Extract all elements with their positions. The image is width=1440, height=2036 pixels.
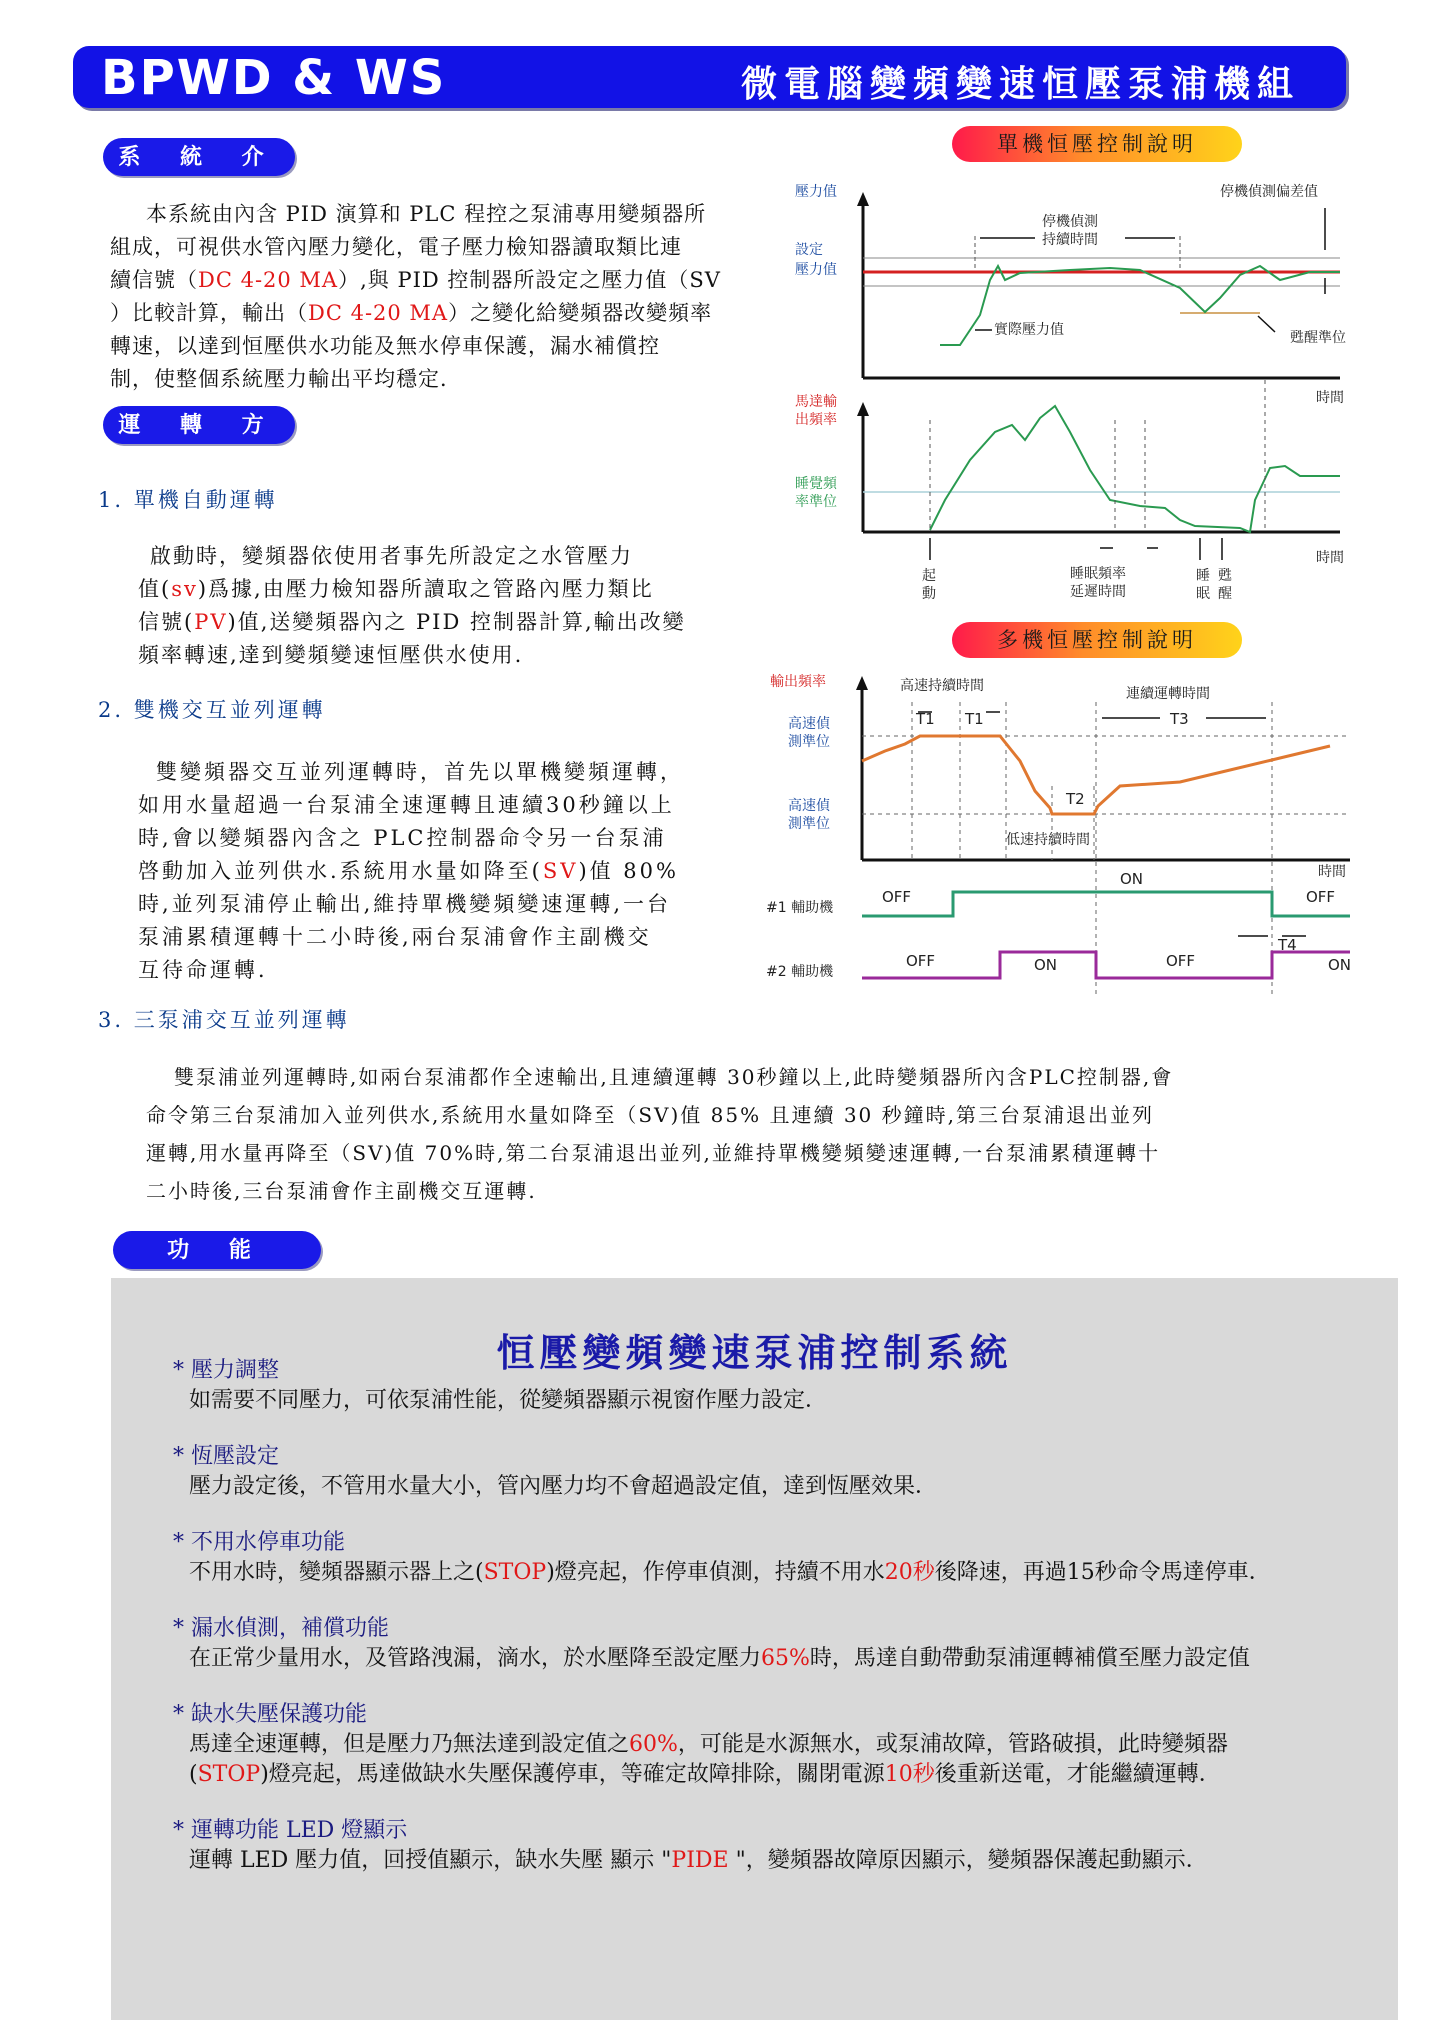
text-span: 信號( bbox=[138, 610, 195, 634]
diagram-label: 壓力值 bbox=[795, 262, 837, 278]
feature-desc: 壓力設定後，不管用水量大小，管內壓力均不會超過設定值，達到恆壓效果． bbox=[189, 1474, 938, 1499]
feature-desc bbox=[173, 1760, 1393, 1790]
intro-line: 本系統由內含 PID 演算和 PLC 程控之泵浦專用變頻器所 bbox=[146, 202, 707, 226]
diagram-label: 高速偵 bbox=[788, 798, 830, 814]
op2-line bbox=[138, 855, 758, 888]
highlight-span: DC 4-20 MA bbox=[198, 268, 339, 292]
text-span: )燈亮起，馬達做缺水失壓保護停車，等確定故障排除，關閉電源 bbox=[260, 1762, 885, 1787]
op1-line bbox=[138, 606, 748, 639]
op2-line: 泵浦累積運轉十二小時後,兩台泵浦會作主副機交 bbox=[138, 925, 652, 949]
intro-line bbox=[110, 264, 760, 297]
diagram-label: 測準位 bbox=[788, 816, 830, 832]
op2-title: 2. 雙機交互並列運轉 bbox=[98, 698, 326, 722]
product-title: 微電腦變頻變速恒壓泵浦機組 bbox=[740, 63, 1300, 105]
diagram-label: 輸出頻率 bbox=[770, 674, 826, 690]
diagram-label: 馬達輸 bbox=[795, 394, 837, 410]
diagram-label: 時間 bbox=[1316, 550, 1344, 566]
highlight-span: sv bbox=[171, 577, 198, 601]
text-span: "，變頻器故障原因顯示，變頻器保護起動顯示． bbox=[728, 1848, 1208, 1873]
feature-heading: * 恆壓設定 bbox=[173, 1444, 279, 1469]
text-span: )值 80% bbox=[578, 859, 679, 883]
diagram-label: 持續時間 bbox=[1042, 232, 1098, 248]
op3-line: 雙泵浦並列運轉時,如兩台泵浦都作全速輸出,且連續運轉 30秒鐘以上,此時變頻器所內含PLC控制器,會 bbox=[174, 1065, 1174, 1089]
highlight-span: STOP bbox=[483, 1560, 547, 1585]
text-span: 在正常少量用水，及管路洩漏，滴水，於水壓降至設定壓力 bbox=[189, 1646, 762, 1671]
diagram-label: T3 bbox=[1170, 710, 1189, 728]
text-span: 時，馬達自動帶動泵浦運轉補償至壓力設定值 bbox=[809, 1646, 1250, 1671]
text-span: 不用水時，變頻器顯示器上之( bbox=[189, 1560, 484, 1585]
diagram-label: 動 bbox=[922, 586, 936, 602]
highlight-span: PIDE bbox=[671, 1848, 729, 1873]
diagram-label: OFF bbox=[882, 888, 912, 906]
op2-line: 雙變頻器交互並列運轉時，首先以單機變頻運轉， bbox=[156, 760, 684, 784]
feature-list bbox=[173, 1356, 1393, 1876]
feature-desc bbox=[173, 1558, 1393, 1588]
diagram-label: 睡覺頻 bbox=[795, 476, 837, 492]
arrow-icon bbox=[857, 402, 869, 416]
diagram-label: 停機偵測 bbox=[1042, 214, 1098, 230]
highlight-span: SV bbox=[542, 859, 579, 883]
diagram-label: OFF bbox=[1166, 952, 1196, 970]
op1-line: 啟動時，變頻器依使用者事先所設定之水管壓力 bbox=[150, 544, 633, 568]
diagram1-title: 單機恒壓控制說明 bbox=[952, 126, 1242, 162]
op1-text bbox=[138, 540, 748, 672]
op3-line: 命令第三台泵浦加入並列供水,系統用水量如降至（SV)值 85% 且連續 30 秒鐘時,第三台泵浦退出並列 bbox=[146, 1103, 1154, 1127]
text-span: ）,與 PID 控制器所設定之壓力值（SV bbox=[338, 268, 721, 292]
text-span: )爲據,由壓力檢知器所讀取之管路內壓力類比 bbox=[197, 577, 654, 601]
diagram-label: 低速持續時間 bbox=[1006, 832, 1090, 848]
diagram-label: 設定 bbox=[795, 242, 823, 258]
diagram-label: 睡 bbox=[1196, 568, 1210, 584]
section-heading-operation: 運 轉 方 式 bbox=[103, 406, 295, 444]
highlight-span: 10秒 bbox=[884, 1762, 935, 1787]
diagram-label: 睡眠頻率 bbox=[1070, 566, 1126, 582]
highlight-span: DC 4-20 MA bbox=[308, 301, 449, 325]
op3-line: 二小時後,三台泵浦會作主副機交互運轉. bbox=[146, 1179, 537, 1203]
intro-text bbox=[110, 198, 760, 396]
diagram-label: 甦醒準位 bbox=[1290, 330, 1346, 346]
diagram-label: 連續運轉時間 bbox=[1126, 686, 1210, 702]
diagram-label: 高速偵 bbox=[788, 716, 830, 732]
text-span: 續信號（ bbox=[110, 268, 198, 292]
diagram-label: 出頻率 bbox=[795, 412, 837, 428]
intro-line: 組成，可視供水管內壓力變化，電子壓力檢知器讀取類比連 bbox=[110, 235, 682, 259]
diagram-label: T1 bbox=[916, 710, 935, 728]
op1-line bbox=[138, 573, 748, 606]
frequency-curve bbox=[930, 406, 1340, 532]
diagram-label: ON bbox=[1328, 956, 1352, 974]
diagram-label: T2 bbox=[1066, 790, 1085, 808]
text-span: 馬達全速運轉，但是壓力乃無法達到設定值之 bbox=[189, 1732, 630, 1757]
text-span: ）之變化給變頻器改變頻率 bbox=[448, 301, 713, 325]
diagram-label: 延遲時間 bbox=[1070, 584, 1126, 600]
diagram-label: T4 bbox=[1278, 936, 1297, 954]
diagram-label: #1 輔助機 bbox=[766, 900, 834, 916]
highlight-span: 65% bbox=[761, 1646, 810, 1671]
highlight-span: PV bbox=[194, 610, 228, 634]
highlight-span: 60% bbox=[629, 1732, 678, 1757]
diagram-label: 眠 bbox=[1196, 586, 1210, 602]
diagram-label: 時間 bbox=[1316, 390, 1344, 406]
op2-line: 時,並列泵浦停止輸出,維持單機變頻變速運轉,一台 bbox=[138, 892, 672, 916]
intro-line: 制，使整個系統壓力輸出平均穩定． bbox=[110, 367, 462, 391]
feature-heading: * 漏水偵測，補償功能 bbox=[173, 1616, 389, 1641]
header-banner bbox=[73, 46, 1346, 108]
text-span: 運轉 LED 壓力值，回授值顯示，缺水失壓 顯示 " bbox=[189, 1848, 672, 1873]
highlight-span: STOP bbox=[197, 1762, 261, 1787]
text-span: 後降速，再過15秒命令馬達停車． bbox=[934, 1560, 1271, 1585]
arrow-icon bbox=[857, 192, 869, 206]
feature-desc: 如需要不同壓力，可依泵浦性能，從變頻器顯示視窗作壓力設定． bbox=[189, 1388, 828, 1413]
op3-text bbox=[146, 1058, 1376, 1210]
op2-line: 如用水量超過一台泵浦全速運轉且連續30秒鐘以上 bbox=[138, 793, 675, 817]
op3-line: 運轉,用水量再降至（SV)值 70%時,第二台泵浦退出並列,並維持單機變頻變速運轉,一台泵浦累積運轉十 bbox=[146, 1141, 1161, 1165]
diagram-label: OFF bbox=[906, 952, 936, 970]
op3-title: 3. 三泵浦交互並列運轉 bbox=[98, 1008, 350, 1032]
brand-name: BPWD & WS bbox=[101, 50, 447, 106]
intro-line: 轉速，以達到恒壓供水功能及無水停車保護，漏水補償控 bbox=[110, 334, 660, 358]
text-span: 啓動加入並列供水.系統用水量如降至( bbox=[138, 859, 543, 883]
diagram-label: ON bbox=[1120, 870, 1144, 888]
features-title: 恒壓變頻變速泵浦控制系統 bbox=[496, 1330, 1013, 1375]
text-span: 後重新送電，才能繼續運轉． bbox=[934, 1762, 1221, 1787]
text-span: 值( bbox=[138, 577, 172, 601]
aux2-signal bbox=[862, 952, 1350, 978]
diagram-label: 測準位 bbox=[788, 734, 830, 750]
diagram-label: 甦 bbox=[1218, 568, 1232, 584]
diagram-label: 高速持續時間 bbox=[900, 678, 984, 694]
op1-line: 頻率轉速,達到變頻變速恒壓供水使用. bbox=[138, 643, 524, 667]
diagram-label: OFF bbox=[1306, 888, 1336, 906]
single-unit-diagram bbox=[780, 170, 1380, 620]
feature-heading: * 壓力調整 bbox=[173, 1358, 279, 1383]
feature-heading: * 運轉功能 LED 燈顯示 bbox=[173, 1818, 408, 1843]
feature-desc bbox=[173, 1644, 1393, 1674]
arrow-icon bbox=[856, 676, 868, 690]
text-span: )燈亮起，作停車偵測，持續不用水 bbox=[546, 1560, 885, 1585]
op2-text bbox=[138, 756, 758, 987]
text-span: )值,送變頻器內之 PID 控制器計算,輸出改變 bbox=[227, 610, 686, 634]
feature-desc bbox=[173, 1730, 1393, 1760]
feature-heading: * 不用水停車功能 bbox=[173, 1530, 345, 1555]
features-panel bbox=[111, 1278, 1398, 2020]
diagram-label: 起 bbox=[922, 568, 936, 584]
diagram-label: 壓力值 bbox=[795, 184, 837, 200]
section-heading-intro: 系 統 介 紹 bbox=[103, 138, 295, 176]
feature-desc bbox=[173, 1846, 1393, 1876]
op2-line: 時,會以變頻器內含之 PLC控制器命令另一台泵浦 bbox=[138, 826, 667, 850]
intro-line bbox=[110, 297, 760, 330]
diagram2-title: 多機恒壓控制說明 bbox=[952, 622, 1242, 658]
multi-unit-diagram bbox=[760, 666, 1380, 1006]
text-span: ，可能是水源無水，或泵浦故障，管路破損，此時變頻器 bbox=[677, 1732, 1228, 1757]
diagram-label: T1 bbox=[965, 710, 984, 728]
diagram-label: #2 輔助機 bbox=[766, 964, 834, 980]
diagram-label: 率準位 bbox=[795, 494, 837, 510]
feature-heading: * 缺水失壓保護功能 bbox=[173, 1702, 367, 1727]
text-span: ）比較計算，輸出（ bbox=[110, 301, 308, 325]
op2-line: 互待命運轉． bbox=[138, 958, 282, 982]
diagram-label: 停機偵測偏差值 bbox=[1220, 184, 1318, 200]
diagram-label: 醒 bbox=[1218, 586, 1232, 602]
text-span: ( bbox=[189, 1762, 198, 1787]
aux1-signal bbox=[862, 892, 1350, 916]
diagram-label: 時間 bbox=[1318, 864, 1346, 880]
diagram-label: 實際壓力值 bbox=[994, 322, 1064, 338]
arrow-icon bbox=[1258, 316, 1275, 332]
section-heading-features: 功 能 bbox=[113, 1231, 321, 1269]
op1-title: 1. 單機自動運轉 bbox=[98, 488, 278, 512]
highlight-span: 20秒 bbox=[884, 1560, 935, 1585]
diagram-label: ON bbox=[1034, 956, 1058, 974]
